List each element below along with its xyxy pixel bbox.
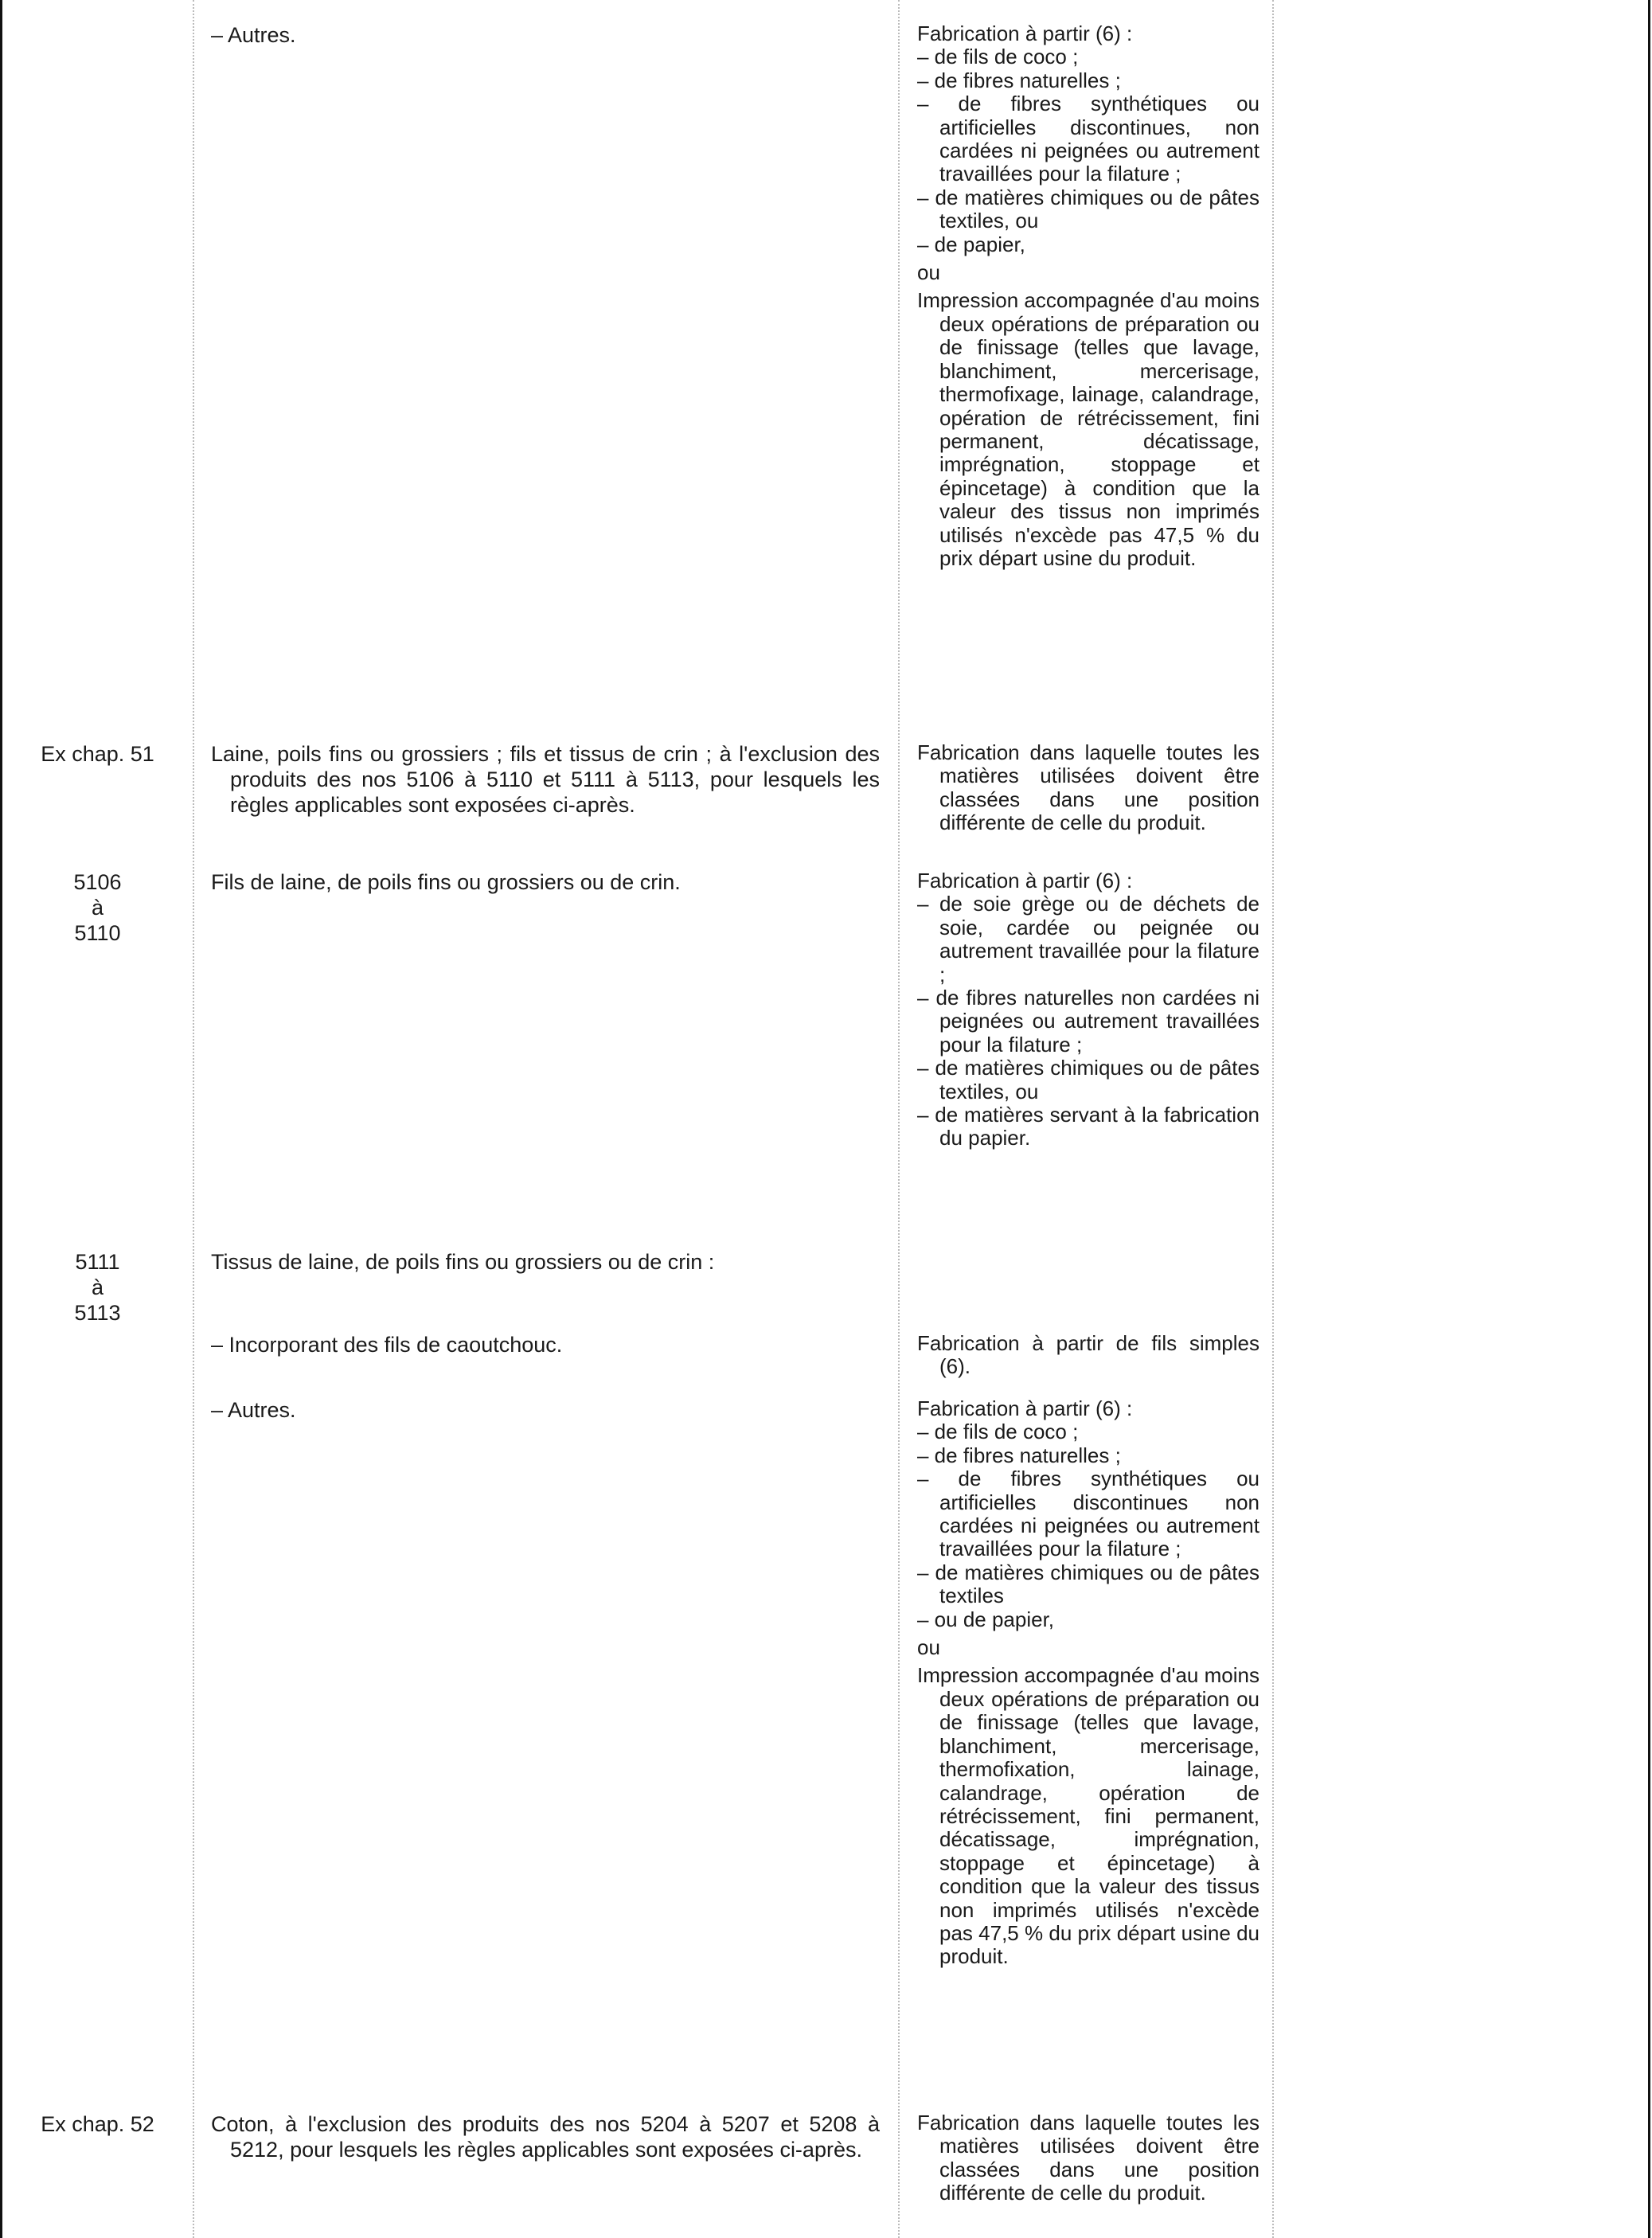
rule-cell — [917, 741, 1260, 835]
rule-item: – de fibres synthétiques ou artificielles discontinues, non cardées ni peignées ou autrement travaillées pour la filature ; — [917, 92, 1260, 186]
rule-cell — [917, 869, 1260, 1150]
rule-item: – de matières chimiques ou de pâtes textiles, ou — [917, 185, 1260, 233]
rule-intro: Fabrication à partir de fils simples (6). — [917, 1331, 1260, 1379]
code-text: 5113 — [74, 1301, 121, 1325]
code-text: 5106 — [73, 870, 122, 894]
description-text: – Autres. — [211, 23, 296, 47]
rule-intro: Fabrication dans laquelle toutes les matières utilisées doivent être classées dans une position différente de celle du produit. — [917, 740, 1260, 835]
code-text: à — [91, 1275, 104, 1299]
rule-intro: Fabrication à partir (6) : — [917, 869, 1133, 892]
code-cell — [16, 741, 179, 767]
rule-cell — [917, 22, 1260, 570]
description-text: Tissus de laine, de poils fins ou grossiers ou de crin : — [211, 1250, 715, 1274]
rule-or: ou — [917, 260, 940, 285]
code-cell — [16, 1249, 179, 1326]
description-cell — [211, 2111, 880, 2162]
rule-item: – de soie grège ou de déchets de soie, cardée ou peignée ou autrement travaillée pour la filature ; — [917, 892, 1260, 986]
code-text: 5111 — [75, 1250, 120, 1274]
description-cell — [211, 1397, 880, 1423]
description-text: – Autres. — [211, 1398, 296, 1422]
rule-extra: Impression accompagnée d'au moins deux opérations de préparation ou de finissage (telles que lavage, blanchiment, mercerisage, thermofixation, lainage, calandrage, opération de rétrécissement, fini permanent, décatissage, imprégnation, stoppage et épincetage) à condition que la valeur des tissus non imprimés utilisés n'excède pas 47,5 % du prix départ usine du produit. — [917, 1663, 1260, 1969]
description-text: Fils de laine, de poils fins ou grossiers ou de crin. — [211, 870, 681, 894]
description-text: Laine, poils fins ou grossiers ; fils et tissus de crin ; à l'exclusion des produits des nos 5106 à 5110 et 5111 à 5113, pour lesquels les règles applicables sont exposées ci-après. — [211, 742, 880, 817]
column-divider-3 — [1272, 0, 1274, 2238]
rule-item: – de papier, — [917, 232, 1025, 256]
code-cell — [16, 2111, 179, 2137]
rule-item: – de fibres naturelles ; — [917, 1443, 1121, 1467]
code-text: Ex chap. 51 — [41, 742, 154, 766]
rule-item: – de matières chimiques ou de pâtes textiles, ou — [917, 1056, 1260, 1103]
rule-item: – de fibres naturelles non cardées ni peignées ou autrement travaillées pour la filature ; — [917, 986, 1260, 1057]
description-cell — [211, 741, 880, 818]
description-cell — [211, 1332, 880, 1357]
rule-item: – de fils de coco ; — [917, 45, 1079, 69]
rule-item: – de matières servant à la fabrication du papier. — [917, 1103, 1260, 1150]
rule-item: – de fils de coco ; — [917, 1420, 1079, 1444]
rule-extra: Impression accompagnée d'au moins deux opérations de préparation ou de finissage (telles que lavage, blanchiment, mercerisage, thermofixage, lainage, calandrage, opération de rétrécissement, fini permanent, décatissage, imprégnation, stoppage et épincetage) à condition que la valeur des tissus non imprimés utilisés n'excède pas 47,5 % du prix départ usine du produit. — [917, 288, 1260, 570]
rule-or: ou — [917, 1635, 940, 1660]
rule-intro: Fabrication à partir (6) : — [917, 1396, 1133, 1420]
rule-item: – de fibres synthétiques ou artificielles discontinues non cardées ni peignées ou autrement travaillées pour la filature ; — [917, 1467, 1260, 1561]
rule-cell — [917, 1397, 1260, 1969]
column-divider-2 — [898, 0, 900, 2238]
description-cell — [211, 869, 880, 895]
left-border — [0, 0, 2, 2238]
rule-intro: Fabrication à partir (6) : — [917, 21, 1133, 45]
code-cell — [16, 869, 179, 946]
description-text: Coton, à l'exclusion des produits des nos 5204 à 5207 et 5208 à 5212, pour lesquels les règles applicables sont exposées ci-après. — [211, 2112, 880, 2162]
description-cell — [211, 1249, 880, 1275]
code-text: 5110 — [74, 921, 121, 945]
code-text: Ex chap. 52 — [41, 2112, 154, 2136]
rule-item: – de matières chimiques ou de pâtes textiles — [917, 1560, 1260, 1608]
right-border — [1648, 0, 1650, 2238]
description-cell — [211, 22, 880, 48]
rule-item: – de fibres naturelles ; — [917, 68, 1121, 92]
rule-intro: Fabrication dans laquelle toutes les matières utilisées doivent être classées dans une position différente de celle du produit. — [917, 2111, 1260, 2205]
rule-item: – ou de papier, — [917, 1607, 1055, 1631]
code-text: à — [91, 896, 104, 920]
description-text: – Incorporant des fils de caoutchouc. — [211, 1333, 563, 1357]
column-divider-1 — [193, 0, 194, 2238]
rule-cell — [917, 2111, 1260, 2205]
rule-cell — [917, 1332, 1260, 1379]
